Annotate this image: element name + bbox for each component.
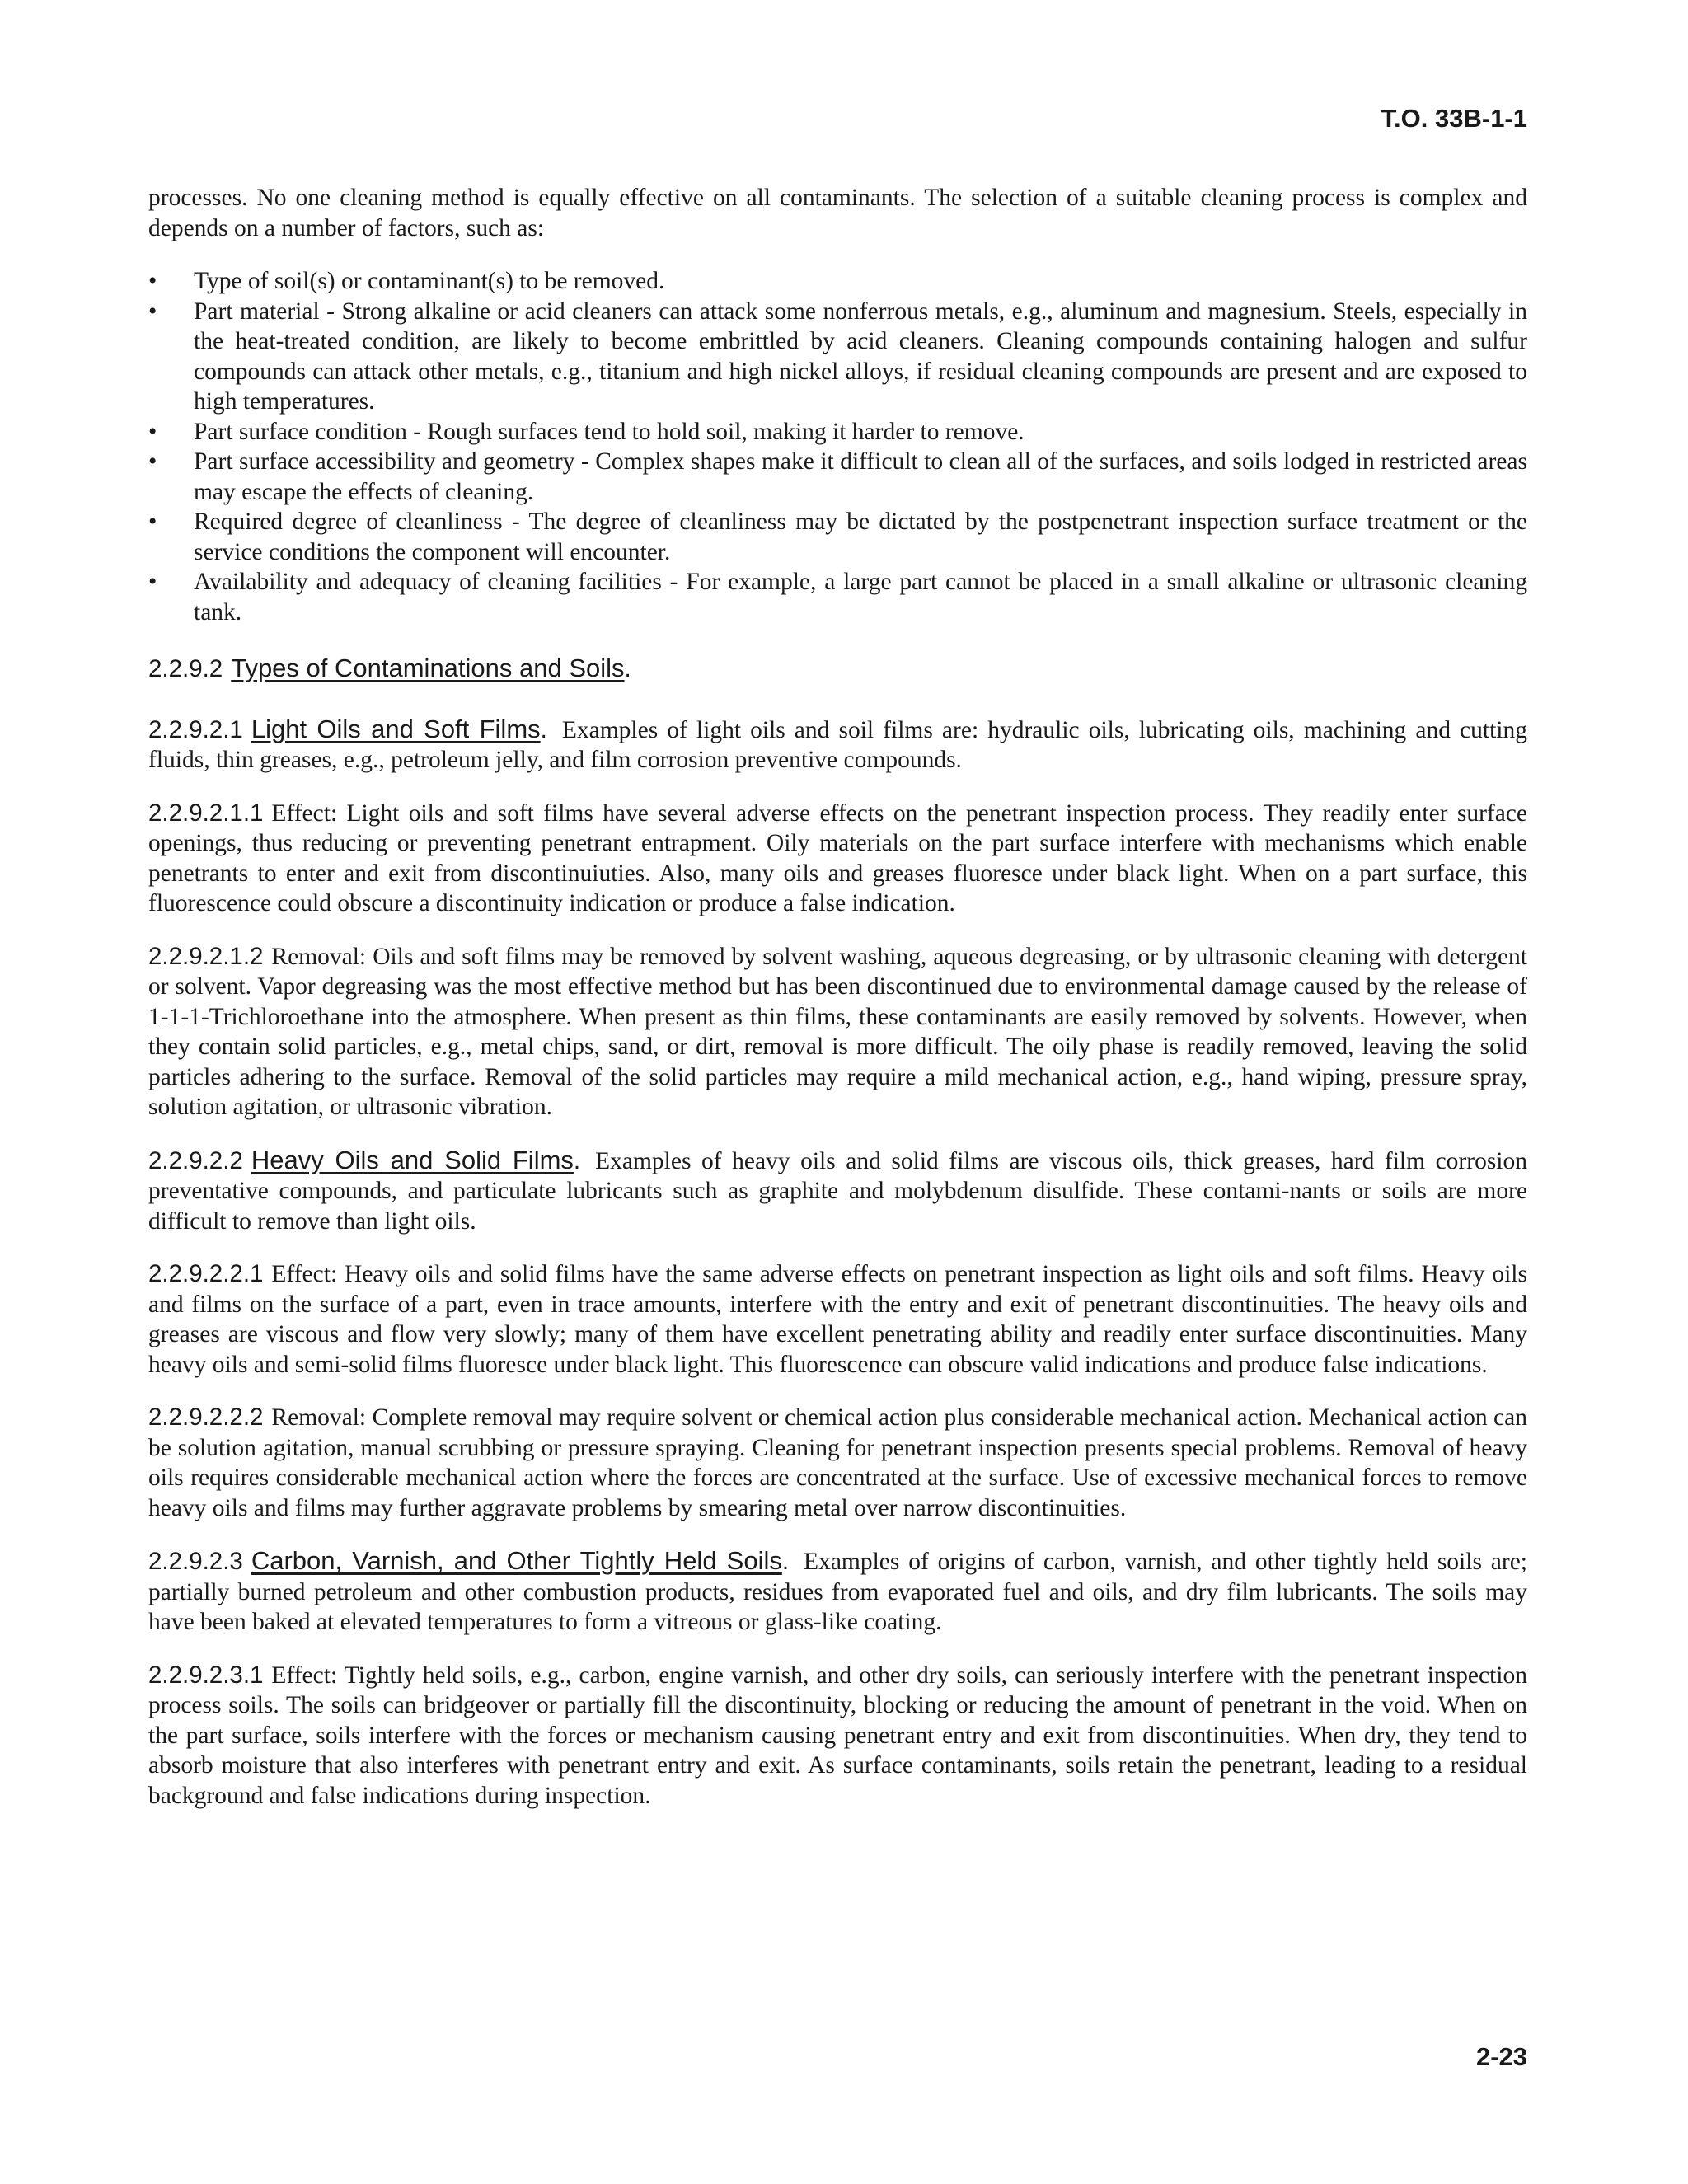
paragraph-number: 2.2.9.2.1.2 bbox=[148, 942, 264, 970]
section-number: 2.2.9.2 bbox=[148, 655, 223, 682]
list-item bbox=[148, 297, 1527, 417]
bullet-icon: • bbox=[148, 298, 157, 325]
paragraph-text: Effect: Tightly held soils, e.g., carbon, engine varnish, and other dry soils, can seriously interfere with the penetrant inspection process soils. The soils can bridgeover or partially fill the discontinuity, blocking or reducing the amount of penetrant in the void. When on the part surface, soils interfere with the forces or mechanism causing penetrant entry and exit from discontinuities. When dry, they tend to absorb moisture that also interferes with penetrant entry and exit. As surface contaminants, soils retain the penetrant, leading to a residual background and false indications during inspection. bbox=[148, 1661, 1527, 1809]
subsection-title-period: . bbox=[781, 1548, 790, 1575]
paragraph-text: Examples of origins of carbon, varnish, and other tightly held soils are; partially burned petroleum and other combustion products, residues from evaporated fuel and oils, and dry film lubricants. The soils may have been baked at elevated temperatures to form a vitreous or glass-like coating. bbox=[148, 1549, 1527, 1635]
bullet-icon: • bbox=[148, 418, 157, 445]
paragraph-text: Removal: Oils and soft films may be removed by solvent washing, aqueous degreasing, or by ultrasonic cleaning with detergent or solvent. Vapor degreasing was the most effective method but has been discontinued due to environmental damage caused by the release of 1-1-1-Trichloroethane into the atmosphere. When present as thin films, these contaminants are easily removed by solvents. However, when they contain solid particles, e.g., metal chips, sand, or dirt, removal is more difficult. The oily phase is readily removed, leaving the solid particles adhering to the surface. Removal of the solid particles may require a mild mechanical action, e.g., hand wiping, pressure spray, solution agitation, or ultrasonic vibration. bbox=[148, 943, 1527, 1120]
subsection-title: Light Oils and Soft Films bbox=[251, 714, 541, 743]
list-item bbox=[148, 417, 1527, 448]
paragraph-2-2-9-2-3 bbox=[148, 1546, 1527, 1638]
paragraph-2-2-9-2-3-1 bbox=[148, 1661, 1527, 1811]
list-item-text: Type of soil(s) or contaminant(s) to be removed. bbox=[194, 268, 665, 294]
paragraph-number: 2.2.9.2.2.1 bbox=[148, 1260, 264, 1287]
factor-list bbox=[148, 266, 1527, 627]
list-item-text: Part surface condition - Rough surfaces tend to hold soil, making it harder to remove. bbox=[194, 418, 1025, 445]
paragraph-text: Effect: Light oils and soft films have several adverse effects on the penetrant inspection process. They readily enter surface openings, thus reducing or preventing penetrant entrapment. Oily materials on the part surface interfere with mechanisms which enable penetrants to enter and exit from discontinuiuties. Also, many oils and greases fluoresce under black light. When on a part surface, this fluorescence could obscure a discontinuity indication or produce a false indication. bbox=[148, 799, 1527, 916]
paragraph-text: Examples of heavy oils and solid films are viscous oils, thick greases, hard film corrosion preventative compounds, and particulate lubricants such as graphite and molybdenum disulfide. These contami-nants or soils are more difficult to remove than light oils. bbox=[148, 1147, 1527, 1235]
paragraph-number: 2.2.9.2.1 bbox=[148, 715, 243, 743]
paragraph-2-2-9-2-2 bbox=[148, 1146, 1527, 1237]
list-item-text: Required degree of cleanliness - The degree of cleanliness may be dictated by the postpenetrant inspection surface treatment or the service conditions the component will encounter. bbox=[194, 509, 1527, 565]
paragraph-text: Examples of light oils and soil films are: hydraulic oils, lubricating oils, machining and cutting fluids, thin greases, e.g., petroleum jelly, and film corrosion preventive compounds. bbox=[148, 716, 1527, 773]
subsection-title-period: . bbox=[540, 715, 547, 743]
paragraph-2-2-9-2-2-2 bbox=[148, 1403, 1527, 1523]
list-item-text: Availability and adequacy of cleaning facilities - For example, a large part cannot be placed in a small alkaline or ultrasonic cleaning tank. bbox=[194, 569, 1527, 626]
list-item bbox=[148, 266, 1527, 297]
section-heading-2-2-9-2 bbox=[148, 654, 1527, 685]
bullet-icon: • bbox=[148, 268, 157, 294]
list-item-text: Part surface accessibility and geometry - Complex shapes make it difficult to clean all of the surfaces, and soils lodged in restricted areas may escape the effects of cleaning. bbox=[194, 448, 1527, 505]
page-number: 2-23 bbox=[1475, 2042, 1527, 2071]
paragraph-2-2-9-2-1-1 bbox=[148, 799, 1527, 919]
list-item bbox=[148, 447, 1527, 507]
document-id-header: T.O. 33B-1-1 bbox=[1381, 104, 1527, 133]
bullet-icon: • bbox=[148, 448, 157, 475]
paragraph-number: 2.2.9.2.3.1 bbox=[148, 1661, 264, 1689]
paragraph-2-2-9-2-2-1 bbox=[148, 1259, 1527, 1380]
paragraph-number: 2.2.9.2.3 bbox=[148, 1548, 243, 1575]
subsection-title-period: . bbox=[573, 1146, 581, 1174]
bullet-icon: • bbox=[148, 509, 157, 535]
list-item bbox=[148, 567, 1527, 627]
paragraph-number: 2.2.9.2.2.2 bbox=[148, 1404, 264, 1431]
subsection-title: Heavy Oils and Solid Films bbox=[251, 1145, 574, 1174]
paragraph-text: Removal: Complete removal may require solvent or chemical action plus considerable mechanical action. Mechanical action can be solution agitation, manual scrubbing or pressure spraying. Cleaning for penetrant inspection presents special problems. Removal of heavy oils requires considerable mechanical action where the forces are concentrated at the surface. Use of excessive mechanical forces to remove heavy oils and films may further aggravate problems by smearing metal over narrow discontinuities. bbox=[148, 1404, 1527, 1521]
paragraph-number: 2.2.9.2.2 bbox=[148, 1146, 243, 1174]
list-item-text: Part material - Strong alkaline or acid cleaners can attack some nonferrous metals, e.g., aluminum and magnesium. Steels, especially in the heat-treated condition, are likely to become embrittled by acid cleaners. Cleaning compounds containing halogen and sulfur compounds can attack other metals, e.g., titanium and high nickel alloys, if residual cleaning compounds are present and are exposed to high temperatures. bbox=[194, 298, 1527, 415]
subsection-title: Carbon, Varnish, and Other Tightly Held Soils bbox=[251, 1546, 782, 1575]
section-title: Types of Contaminations and Soils bbox=[231, 654, 625, 682]
paragraph-2-2-9-2-1-2 bbox=[148, 942, 1527, 1122]
intro-paragraph: processes. No one cleaning method is equally effective on all contaminants. The selection of a suitable cleaning process is complex and depends on a number of factors, such as: bbox=[148, 185, 1527, 241]
paragraph-text: Effect: Heavy oils and solid films have the same adverse effects on penetrant inspection as light oils and soft films. Heavy oils and films on the surface of a part, even in trace amounts, interfere with the entry and exit of penetrant discontinuities. The heavy oils and greases are viscous and flow very slowly; many of them have excellent penetrating ability and readily enter surface discontinuities. Many heavy oils and semi-solid films fluoresce under black light. This fluorescence can obscure valid indications and produce false indications. bbox=[148, 1261, 1527, 1378]
paragraph-number: 2.2.9.2.1.1 bbox=[148, 799, 264, 827]
bullet-icon: • bbox=[148, 569, 157, 595]
list-item bbox=[148, 507, 1527, 567]
section-title-period: . bbox=[624, 655, 631, 682]
paragraph-2-2-9-2-1 bbox=[148, 715, 1527, 776]
